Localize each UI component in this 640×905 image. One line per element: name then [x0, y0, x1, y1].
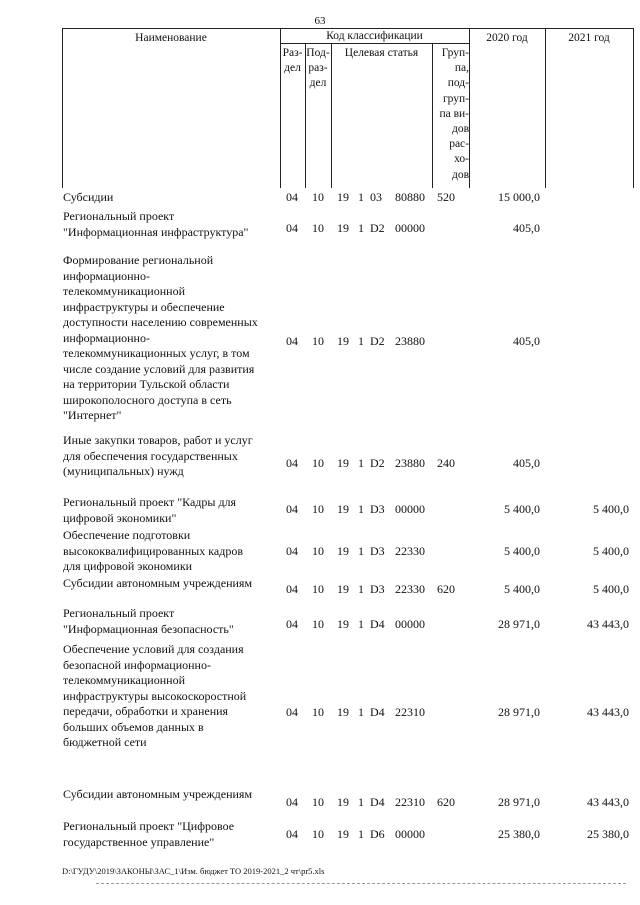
- row-name-line: государственное управление": [63, 834, 215, 849]
- row-target-subprogram: 1: [358, 544, 364, 558]
- row-expense-type: 620: [437, 582, 455, 596]
- row-target-item: D2: [370, 456, 385, 470]
- row-amount-2020: 15 000,0: [498, 190, 540, 204]
- row-name-line: Иные закупки товаров, работ и услуг: [63, 433, 253, 447]
- row-podrazdel: 10: [312, 795, 324, 809]
- row-target-item: D6: [370, 827, 385, 841]
- row-razdel: 04: [286, 502, 298, 516]
- row-name-line: телекоммуникационной: [63, 673, 185, 687]
- row-amount-2021: 5 400,0: [593, 582, 629, 596]
- row-name-line: на территории Тульской области: [63, 377, 230, 391]
- row-podrazdel: 10: [312, 544, 324, 558]
- row-name-line: "Информационная инфраструктура": [63, 224, 249, 239]
- row-amount-2020: 28 971,0: [498, 617, 540, 631]
- row-amount-2021: 25 380,0: [587, 827, 629, 841]
- row-amount-2021: 43 443,0: [587, 617, 629, 631]
- row-target-item: D3: [370, 582, 385, 596]
- row-podrazdel: 10: [312, 221, 324, 235]
- header-year-2020: 2020 год: [486, 32, 528, 44]
- row-amount-2020: 405,0: [513, 334, 540, 348]
- row-name-line: телекоммуникационной: [63, 284, 185, 298]
- row-name-line: Субсидии автономным учреждениям: [63, 576, 253, 590]
- row-name-line: телекоммуникационных услуг, в том: [63, 346, 250, 360]
- row-amount-2020: 28 971,0: [498, 795, 540, 809]
- row-name: [63, 787, 278, 803]
- row-razdel: 04: [286, 582, 298, 596]
- row-target-code: 22330: [395, 544, 425, 558]
- row-razdel: 04: [286, 334, 298, 348]
- row-expense-type: 520: [437, 190, 455, 204]
- row-amount-2020: 25 380,0: [498, 827, 540, 841]
- row-name-line: Региональный проект: [63, 209, 175, 223]
- row-name: [63, 495, 278, 526]
- row-name-line: доступности населению современных: [63, 315, 258, 329]
- row-target-program: 19: [337, 617, 349, 631]
- row-name: [63, 433, 278, 480]
- row-amount-2021: 43 443,0: [587, 705, 629, 719]
- row-name-line: Региональный проект "Кадры для: [63, 495, 237, 509]
- row-name-line: Региональный проект: [63, 606, 175, 620]
- row-target-program: 19: [337, 827, 349, 841]
- row-name-line: Обеспечение условий для создания: [63, 642, 244, 656]
- row-amount-2021: 5 400,0: [593, 502, 629, 516]
- row-name-line: больших объемов данных в: [63, 719, 204, 734]
- row-target-item: D4: [370, 705, 385, 719]
- row-target-program: 19: [337, 221, 349, 235]
- row-target-code: 80880: [395, 190, 425, 204]
- row-amount-2020: 405,0: [513, 456, 540, 470]
- row-amount-2021: 5 400,0: [593, 544, 629, 558]
- row-name-line: для обеспечения государственных: [63, 448, 238, 463]
- row-target-item: D4: [370, 795, 385, 809]
- row-target-item: D2: [370, 334, 385, 348]
- row-razdel: 04: [286, 705, 298, 719]
- row-target-program: 19: [337, 795, 349, 809]
- row-name-line: "Информационная безопасность": [63, 621, 234, 636]
- row-target-code: 23880: [395, 334, 425, 348]
- row-name-line: цифровой экономики": [63, 510, 177, 525]
- row-target-code: 00000: [395, 827, 425, 841]
- row-name-line: широкополосного доступа в сеть: [63, 392, 232, 407]
- row-target-program: 19: [337, 705, 349, 719]
- row-target-program: 19: [337, 190, 349, 204]
- row-target-subprogram: 1: [358, 582, 364, 596]
- footer-divider: [96, 883, 626, 884]
- row-podrazdel: 10: [312, 582, 324, 596]
- page-number: 63: [314, 15, 326, 27]
- row-target-code: 23880: [395, 456, 425, 470]
- row-name: [63, 576, 278, 592]
- row-target-item: D4: [370, 617, 385, 631]
- header-expense-group: Груп- па, под- груп- па ви- дов рас- хо- дов: [439, 47, 469, 181]
- row-name: [63, 253, 278, 424]
- row-amount-2020: 405,0: [513, 221, 540, 235]
- row-target-code: 00000: [395, 502, 425, 516]
- row-name-line: (муниципальных) нужд: [63, 464, 184, 478]
- row-name-line: передачи, обработки и хранения: [63, 704, 229, 718]
- row-podrazdel: 10: [312, 334, 324, 348]
- row-razdel: 04: [286, 221, 298, 235]
- row-target-subprogram: 1: [358, 190, 364, 204]
- row-expense-type: 620: [437, 795, 455, 809]
- row-target-subprogram: 1: [358, 795, 364, 809]
- row-target-subprogram: 1: [358, 456, 364, 470]
- row-name-line: Субсидии автономным учреждениям: [63, 787, 253, 801]
- row-target-subprogram: 1: [358, 705, 364, 719]
- row-name-line: инфраструктуры высокоскоростной: [63, 688, 247, 703]
- row-name-line: безопасной информационно-: [63, 657, 211, 672]
- row-target-program: 19: [337, 334, 349, 348]
- row-name-line: Формирование региональной: [63, 253, 214, 267]
- row-target-program: 19: [337, 456, 349, 470]
- row-expense-type: 240: [437, 456, 455, 470]
- header-year-2021: 2021 год: [568, 32, 610, 44]
- row-target-code: 22330: [395, 582, 425, 596]
- row-name-line: Региональный проект "Цифровое: [63, 819, 235, 833]
- row-amount-2020: 28 971,0: [498, 705, 540, 719]
- row-podrazdel: 10: [312, 456, 324, 470]
- row-razdel: 04: [286, 544, 298, 558]
- row-name-line: для цифровой экономики: [63, 559, 193, 573]
- row-amount-2021: 43 443,0: [587, 795, 629, 809]
- row-target-subprogram: 1: [358, 617, 364, 631]
- file-path-footer: D:\ГУДУ\2019\ЗАКОНЫ\ЗАС_1\Изм. бюджет ТО 2019-2021_2 чт\pr5.xls: [62, 866, 325, 876]
- row-name-line: Субсидии: [63, 190, 114, 204]
- header-razdel: Раз- дел: [282, 47, 303, 75]
- row-name-line: Обеспечение подготовки: [63, 528, 191, 542]
- header-name: Наименование: [135, 32, 207, 44]
- row-podrazdel: 10: [312, 502, 324, 516]
- row-razdel: 04: [286, 795, 298, 809]
- row-razdel: 04: [286, 190, 298, 204]
- row-podrazdel: 10: [312, 617, 324, 631]
- row-name: [63, 528, 278, 575]
- row-target-code: 00000: [395, 617, 425, 631]
- row-name: [63, 642, 278, 751]
- row-name-line: бюджетной сети: [63, 735, 147, 749]
- row-name-line: "Интернет": [63, 408, 122, 422]
- row-target-item: D3: [370, 502, 385, 516]
- header-podrazdel: Под- раз- дел: [306, 47, 330, 90]
- row-target-subprogram: 1: [358, 827, 364, 841]
- row-target-item: D3: [370, 544, 385, 558]
- row-name: [63, 606, 278, 637]
- row-target-subprogram: 1: [358, 502, 364, 516]
- row-target-code: 22310: [395, 705, 425, 719]
- row-target-subprogram: 1: [358, 334, 364, 348]
- row-podrazdel: 10: [312, 705, 324, 719]
- row-name-line: информационно-: [63, 330, 150, 345]
- row-amount-2020: 5 400,0: [504, 502, 540, 516]
- row-podrazdel: 10: [312, 190, 324, 204]
- row-razdel: 04: [286, 827, 298, 841]
- row-target-program: 19: [337, 502, 349, 516]
- row-razdel: 04: [286, 617, 298, 631]
- row-name-line: числе создание условий для развития: [63, 361, 255, 376]
- row-target-item: D2: [370, 221, 385, 235]
- row-target-program: 19: [337, 582, 349, 596]
- header-code-group: Код классификации: [326, 30, 423, 42]
- row-target-item: 03: [370, 190, 382, 204]
- row-amount-2020: 5 400,0: [504, 544, 540, 558]
- row-podrazdel: 10: [312, 827, 324, 841]
- row-name: [63, 190, 278, 206]
- row-razdel: 04: [286, 456, 298, 470]
- row-name-line: высококвалифицированных кадров: [63, 543, 243, 558]
- row-target-subprogram: 1: [358, 221, 364, 235]
- row-name-line: инфраструктуры и обеспечение: [63, 299, 225, 314]
- row-target-code: 00000: [395, 221, 425, 235]
- row-name-line: информационно-: [63, 268, 150, 283]
- row-target-program: 19: [337, 544, 349, 558]
- row-amount-2020: 5 400,0: [504, 582, 540, 596]
- header-target-article: Целевая статья: [344, 47, 419, 59]
- row-name: [63, 209, 278, 240]
- row-name: [63, 819, 278, 850]
- row-target-code: 22310: [395, 795, 425, 809]
